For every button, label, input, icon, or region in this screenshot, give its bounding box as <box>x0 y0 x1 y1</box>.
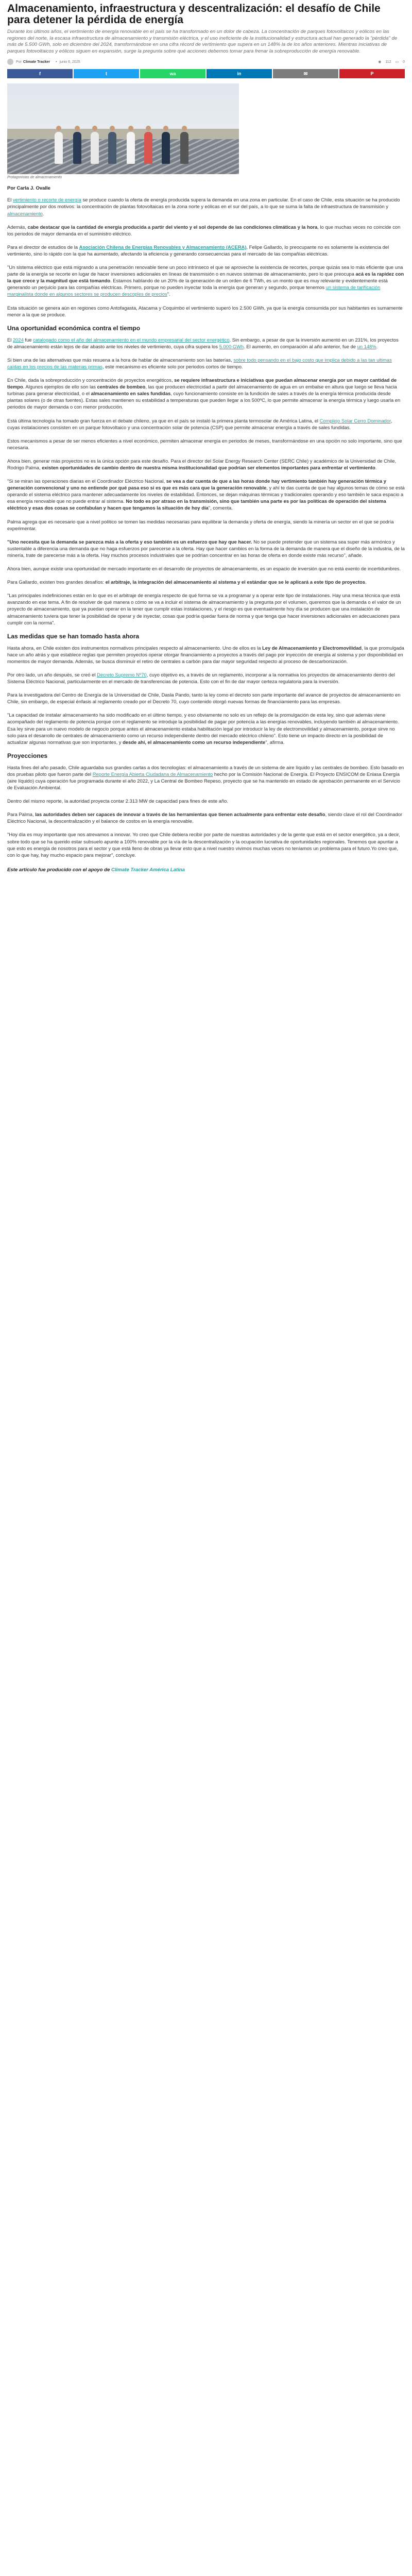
photo-person <box>144 132 152 164</box>
photo-person <box>108 132 116 164</box>
byline-by: Por <box>16 60 22 64</box>
section-heading: Una oportunidad económica contra el tiempo <box>7 324 141 332</box>
link[interactable]: catalogado como el año del almacenamiento en el mundo empresarial del sector energético <box>33 336 230 343</box>
facebook-share-button[interactable]: f <box>7 69 73 78</box>
paragraph: "Uno necesita que la demanda se parezca más a la oferta y eso también es un esfuerzo que hay que hacer. No se puede pretender que un sistema sea super más armónico y sustentable a diferencia una demanda que no haga esfuerzos por parecerse a la oferta. Hay que hacer cambios en la forma de la demanda de manera que el diseño de la industria, de la minería, trate de parecerse más a la oferta. Hay muchos procesos industriales que se podrían concentrar en las horas de oferta en donde existe más recurso", añade. <box>7 538 405 558</box>
paragraph: "Un sistema eléctrico que está migrando a una penetración renovable tiene un poco intrínseco el que se aproveche la existencia de recortes, porque quizás sea lo más eficiente que una parte de la energía se recorte en lugar de hacer inversiones adicionales en líneas de transmisión o en nuevos sistemas de almacenamiento, pero lo que preocupa acá es la rapidez con la que crece y la magnitud que está tomando. Estamos hablando de un 20% de la generación de un orden de 6 TWh, es un monto que es muy relevante y evidentemente está generando un perjuicio para las compañías eléctricas. Primero, porque no pueden inyectar toda la energía que generan y segundo, porque tenemos un sistema de tarificación marginalista donde en algunos sectores se producen descoples de precios". <box>7 264 404 297</box>
paragraph: Para la investigadora del Centro de Energía de la Universidad de Chile, Dasla Pando, tanto la ley como el decreto son parte importante del avance de proyectos de almacenamiento en Chile, sin embargo, de especial énfasis al reglamento creado por el Decreto 70, cuyo contenido otorgó nuevas formas de financiamiento para las empresas. <box>7 692 401 705</box>
article-title: Almacenamiento, infraestructura y descentralización: el desafío de Chile para detener la pérdida de energía <box>7 3 381 26</box>
views-count: 112 <box>385 60 391 64</box>
share-bar <box>7 69 405 78</box>
comments-count: 0 <box>403 60 405 64</box>
paragraph: Para Palma, las autoridades deben ser capaces de innovar a través de las herramientas que tienen actualmente para enfrentar este desafío, siendo clave el rol del Coordinador Eléctrico Nacional, la descentralización y el balance de costos en la energía renovable. <box>7 811 403 824</box>
paragraph: Hasta fines del año pasado, Chile aguardaba sus grandes cartas a dos tecnologías: el almacenamiento a través de un sistema de aire líquido y las centrales de bombeo. Esto basado en dos pruebas piloto que fueron parte del Reporte Energía Abierta Ciudadana de Almacenamiento hecho por la Comisión Nacional de Energía. El Proyecto ENSICOM de Enlasa Energía (aire líquido) cuya operación fue programada durante el año 2022, y La Central de Bombeo Repeso, proyecto que se ha mantenido en estado de aprobación permanente en el Servicio de Evaluación Ambiental. <box>7 764 404 791</box>
link[interactable]: Complejo Solar Cerro Dominador <box>319 417 391 423</box>
byline <box>7 59 405 65</box>
paragraph: "Las principales indefiniciones están en lo que es el arbitraje de energía respecto de qué forma se va a programar y a operar este tipo de instalaciones. Hay una mesa técnica que está avanzando en ese tema. A fin de resolver de qué manera o cómo se va a incluir el sistema de almacenamiento y la pregunta por el volumen, queremos que la demanda o el valor de un proyecto de almacenamiento, que ya puedan operar en la tener que cumplir estas instalaciones, y el riesgo es que eventualmente hoy día se producen que una instalación de almacenamiento tuviera que tener la posibilidad de operar y de inyectar, cosas que podría quedar fuera de norma y que tenga que hacer inversiones adicionales en adecuaciones para cumplir con la norma". <box>7 592 401 625</box>
section-heading: Las medidas que se han tomado hasta ahora <box>7 632 140 640</box>
pinterest-share-button[interactable]: P <box>339 69 405 78</box>
byline-date: junio 6, 2025 <box>59 60 80 64</box>
avatar <box>7 59 13 65</box>
link[interactable]: vertimiento o recorte de energía <box>12 197 81 203</box>
photo-solar-panels <box>7 139 239 174</box>
link[interactable]: 2024 <box>12 336 24 343</box>
twitter-share-button[interactable]: t <box>74 69 139 78</box>
paragraph: Hasta ahora, en Chile existen dos instrumentos normativos principales respecto al almacenamiento. Uno de ellos es la Ley de Almacenamiento y Electromovilidad, la que promulgada hace un año atrás y que establece reglas que permiten proyectos operar otorgar financiamiento a proyectos a través del pago por inyección de energía al sistema y por disponibilidad en momentos de mayor demanda. Además, se busca disminuir el retiro de centrales a carbón para dar mayor seguridad respecto al proceso de descarbonización. <box>7 645 404 664</box>
whatsapp-share-button[interactable]: wa <box>140 69 205 78</box>
paragraph: Para Gallardo, existen tres grandes desafíos: el arbitraje, la integración del almacenamiento al sistema y el estándar que se le aplicará a este tipo de proyectos. <box>7 579 367 585</box>
email-share-button[interactable]: ✉ <box>273 69 338 78</box>
photo-person <box>91 132 99 164</box>
link[interactable]: 5.000 GWh <box>219 343 244 349</box>
paragraph: El vertimiento o recorte de energía se produce cuando la oferta de energía producida supera la demanda en una zona en particular. En el caso de Chile, esta situación se ha producido principalmente por dos motivos: la concentración de plantas fotovoltaicas en la zona norte y eólicas en el sur del país, a lo que se suma la falta de infraestructura de transmisión y almacenamiento. <box>7 197 400 216</box>
link[interactable]: un sistema de tarificación marginalista donde en algunos sectores se producen descoples de precios <box>7 284 381 297</box>
paragraph: Esta situación se genera aún en regiones como Antofagasta, Atacama y Coquimbo el vertimiento superó los 2.500 GWh, ya que la energía consumida por sus habitantes es sumamente menor a la que se produce. <box>7 304 403 317</box>
link[interactable]: un 148% <box>357 343 376 349</box>
paragraph: Por otro lado, un año después, se creó el Decreto Supremo Nº70, cuyo objetivo es, a través de un reglamento, incorporar a la normativa los proyectos de almacenamiento dentro del Sistema Eléctrico Nacional, particularmente en el mercado de transferencias de potencia. Esto con el fin de dar mayor certeza regulatoria para la inversión. <box>7 671 395 685</box>
link[interactable]: Asociación Chilena de Energías Renovables y Almacenamiento (ACERA) <box>79 244 247 250</box>
article-photo <box>7 83 239 174</box>
photo-person <box>73 132 81 164</box>
paragraph: "La capacidad de instalar almacenamiento ha sido modificado en el último tiempo, y eso obviamente no solo es un reflejo de la promulgación de esta ley, sino que además viene acompañado del reglamento de potencia porque con el reglamento se introduje la posibilidad de pagar por potencia a las energías renovables, incluyendo también al almacenamiento. Esa ley sirve para un nuevo modelo de negocio porque antes el almacenamiento estaba habilitación legal por introducir la ley de electromovilidad y almacenamiento, porque sirve no solo para el desarrollo de centrales de almacenamiento como un recurso independiente dentro del mercado eléctrico chileno". Esto tiene un impacto directo en la posibilidad de actualizar algunas normativas que son importantes, y desde ahí, el almacenamiento como un recurso independiente", afirma. <box>7 712 399 745</box>
article-page <box>0 0 412 873</box>
photo-person <box>180 132 188 164</box>
comment-icon[interactable]: ▭ <box>395 60 399 64</box>
paragraph: Está última tecnología ha tomado gran fuerza en el debate chileno, ya que en el país se instaló la primera planta termosolar de América Latina, el Complejo Solar Cerro Dominador, cuyas instalaciones consisten en un parque fotovoltaico y una concentración solar de potencia (CSP) que permite almacenar energía a través de sales fundidas. <box>7 417 392 430</box>
section-heading: Proyecciones <box>7 752 48 759</box>
paragraph: Palma agrega que es necesario que a nivel político se tomen las medidas necesarias para equilibrar la demanda y oferta de energía, siendo la minería un sector en el que se podría experimentar. <box>7 518 394 531</box>
byline-stats <box>378 60 405 64</box>
author: Por Carla J. Ovalle <box>7 185 50 192</box>
article-lead: Durante los últimos años, el vertimiento de energía renovable en el país se ha transformado en un dolor de cabeza. La concentración de parques fotovoltaicos y eólicos en las regiones del norte, la escasa infraestructura de almacenamiento y transmisión eléctrica, y el uso ineficiente de la institucionalidad y estructura actual han generado la "pérdida" de más de 5.500 GWh, solo en diciembre del 2024, transformándose en una cifra récord de vertimiento que supera en un 148% la de los años anteriores. Mientras iniciativas de parques fotovoltaicos y eólicos siguen en expansión, surge la pregunta sobre qué acciones debemos tomar para frenar la sobreproducción de energía renovable. <box>7 29 398 54</box>
link[interactable]: Decreto Supremo Nº70 <box>97 671 147 677</box>
photo-caption: Protagonistas de almacenamiento <box>7 176 62 180</box>
footer-credit: Este artículo fue producido con el apoyo de Climate Tracker América Latina <box>7 867 185 873</box>
paragraph: Si bien una de las alternativas que más resuena a la hora de hablar de almacenamiento son las baterías, sobre todo pensando en el bajo costo que implica debido a las tan ultimas caídas en los precios de las materias primas, este mecanismo es eficiente solo por periodos cortos de tiempo. <box>7 357 392 369</box>
link[interactable]: sobre todo pensando en el bajo costo que implica debido a las tan ultimas caídas en los precios de las materias primas <box>7 357 392 369</box>
byline-outlet[interactable]: Climate Tracker <box>23 60 50 64</box>
link[interactable]: Reporte Energía Abierta Ciudadana de Almacenamiento <box>92 771 213 777</box>
paragraph: En Chile, dada la sobreproducción y concentración de proyectos energéticos, se requiere infraestructura e iniciativas que puedan almacenar energía por un mayor cantidad de tiempo. Algunos ejemplos de ello son las centrales de bombeo, las que producen electricidad a partir del almacenamiento de agua en un embalse en altura que luego se lleva hacia turbinas para generar electricidad, o el almacenamiento en sales fundidas, cuyo funcionamiento consiste en la fundición de sales a través de la energía térmica producida desde plantas solares (o de otras fuentes). Estas sales mantienen su estabilidad a temperaturas que pueden llegar a los 500ºC, lo que permite almacenar la energía térmica y luego usarla en periodos de mayor demanda o con menor producción. <box>7 377 401 410</box>
paragraph: Estos mecanismos a pesar de ser menos eficientes a nivel económico, permiten almacenar energía en periodos de meses, transformándose en una opción no solo importante, sino que necesaria. <box>7 437 402 450</box>
link[interactable]: almacenamiento <box>7 210 43 216</box>
paragraph: Además, cabe destacar que la cantidad de energía producida a partir del viento y el sol depende de las condiciones climáticas y la hora, lo que muchas veces no coincide con los periodos de mayor demanda en el suministro eléctrico. <box>7 224 401 236</box>
photo-person <box>55 132 63 164</box>
bullet-icon: • <box>56 60 57 64</box>
linkedin-share-button[interactable]: in <box>207 69 272 78</box>
paragraph: Ahora bien, aunque existe una oportunidad de mercado importante en el desarrollo de proyectos de almacenamiento, es un espacio de inversión que no está exento de incertidumbres. <box>7 566 401 572</box>
paragraph: "Si se miran las operaciones diarias en el Coordinador Eléctrico Nacional, se vea a dar cuenta de que a las horas donde hay vertimiento también hay generación térmica y generación convencional y uno no entiende por qué pasa eso si es que es más cara que la generación renovable, y ahí te das cuenta de que hay algunos temas de cómo se está operando el sistema eléctrico para mantener adecuadamente los niveles de estabilidad. Entonces, se dejan máquinas térmicas y tradicionales operando y eso también le saca espacio a esa energía renovable que no puede entrar al sistema. No todo es por atraso en la transmisión, sino que también una parte es por las políticas de operación del sistema eléctrico y esas dos cosas se confabulan y hacen que tengamos la situación de hoy día", comenta. <box>7 478 405 511</box>
footer-link[interactable]: Climate Tracker América Latina <box>111 867 185 873</box>
photo-person <box>127 132 135 164</box>
eye-icon: ◉ <box>378 60 382 64</box>
paragraph: El 2024 fue catalogado como el año del almacenamiento en el mundo empresarial del sector energético. Sin embargo, a pesar de que la inversión aumentó en un 231%, los proyectos de almacenamiento están lejos de dar abasto ante los niveles de vertimiento, cuya cifra supera los 5.000 GWh. El aumento, en comparación al año anterior, fue de un 148%. <box>7 336 399 349</box>
paragraph: Dentro del mismo reporte, la autoridad proyecta contar 2.313 MW de capacidad para fines de este año. <box>7 798 228 804</box>
paragraph: Para el director de estudios de la Asociación Chilena de Energías Renovables y Almacenamiento (ACERA), Felipe Gallardo, lo preocupante no es solamente la existencia del vertimiento, sino lo rápido con la que ha aumentado, afectando la eficiencia y generando consecuencias para el mercado de las compañías eléctricas. <box>7 244 389 257</box>
paragraph: "Hoy día es muy importante que nos atrevamos a innovar. Yo creo que Chile debiera recibir por parte de nuestras autoridades y de la gente que está en el sector energético, ya a decir, sobre todo que se ha querido estar subsuelo apunte a 100% renovable por la vía de la descentralización y la ocupación lucrativa de oportunidades regionales. Tenemos que apuntar a que esto es energía de nosotros para el sector y que está lleno de obras ya llevar esto que a nivel nuestro vivimos muchas veces no teníamos un problema para el futuro.Yo creo que, con lo que hay, hay mucho espacio para mejorar", concluye. <box>7 832 400 858</box>
photo-person <box>162 132 170 164</box>
paragraph: Ahora bien, generar más proyectos no es la única opción para este desafío. Para el director del Solar Energy Research Center (SERC Chile) y académico de la Universidad de Chile, Rodrigo Palma, existen oportunidades de cambio dentro de nuestra misma institucionalidad que podrían ser elementos importantes para enfrentar el vertimiento. <box>7 457 397 470</box>
